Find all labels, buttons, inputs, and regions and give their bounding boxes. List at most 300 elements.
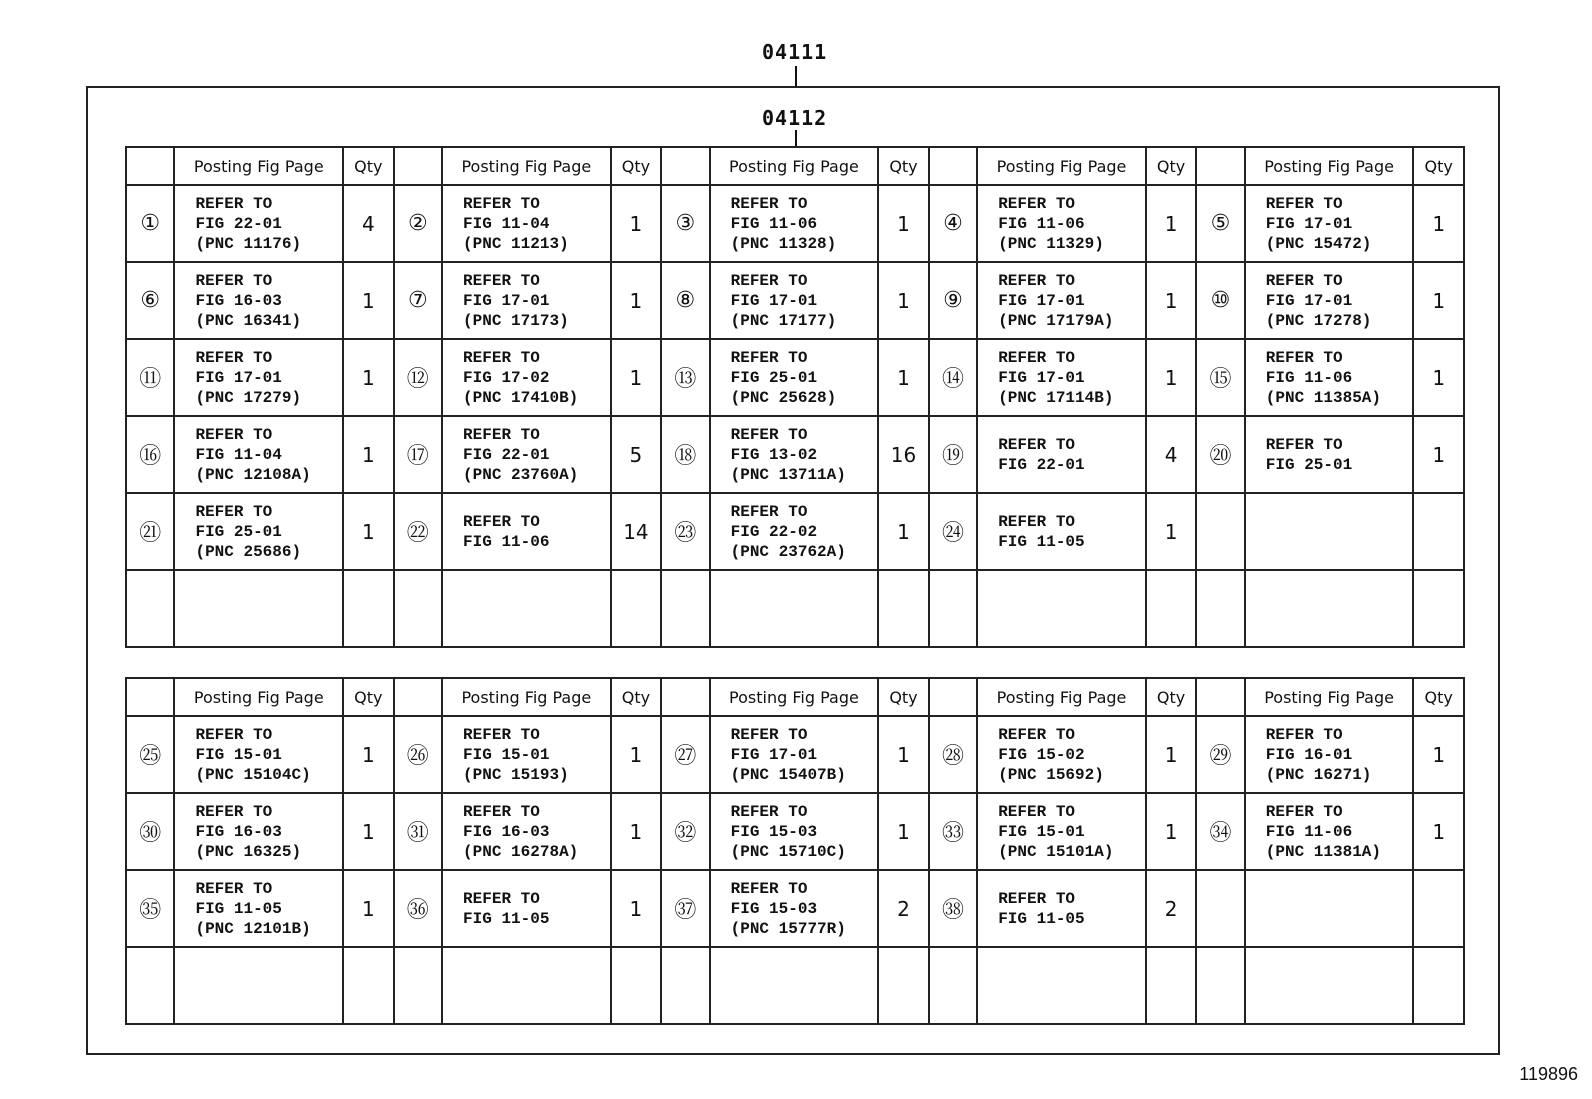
reference-line: REFER TO (463, 512, 540, 531)
header-number-cell (394, 147, 442, 185)
item-number-callout: ⑩ (1196, 262, 1244, 339)
table-row (126, 570, 1464, 647)
reference-line: REFER TO (998, 271, 1076, 290)
item-number-callout: ㉕ (126, 716, 174, 793)
reference-line: FIG 17-01 (463, 291, 550, 310)
reference-line: FIG 15-01 (998, 822, 1085, 841)
reference-line: REFER TO (195, 879, 273, 898)
quantity-cell: 1 (1413, 262, 1464, 339)
reference-line: FIG 11-05 (998, 909, 1085, 928)
posting-fig-reference (710, 416, 879, 493)
table-row (126, 339, 1464, 416)
posting-fig-reference (710, 870, 879, 947)
reference-line: FIG 17-01 (998, 291, 1085, 310)
posting-fig-reference (442, 716, 611, 793)
item-number-callout (1196, 493, 1244, 570)
posting-fig-reference (174, 570, 343, 647)
posting-fig-reference (977, 339, 1146, 416)
reference-line: REFER TO (195, 194, 273, 213)
header-number-cell (1196, 147, 1244, 185)
reference-line: (PNC 11329) (998, 234, 1104, 253)
item-number-callout: ㉟ (126, 870, 174, 947)
item-number-callout: ㉗ (661, 716, 709, 793)
quantity-cell: 1 (343, 870, 393, 947)
item-number-callout (394, 570, 442, 647)
reference-line: (PNC 15710C) (730, 842, 846, 861)
reference-line: REFER TO (463, 725, 540, 744)
posting-fig-reference (174, 793, 343, 870)
label-04111: 04111 (762, 40, 828, 64)
posting-fig-reference (710, 339, 879, 416)
item-number-callout: ㉓ (661, 493, 709, 570)
reference-line: FIG 16-03 (195, 291, 282, 310)
leader-line-04112 (795, 130, 797, 146)
reference-line: (PNC 15104C) (195, 765, 311, 784)
header-posting-fig-page: Posting Fig Page (174, 678, 343, 716)
posting-fig-reference (1245, 493, 1414, 570)
item-number-callout: ㉛ (394, 793, 442, 870)
reference-line: REFER TO (1265, 194, 1343, 213)
posting-fig-reference (710, 947, 879, 1024)
reference-line: REFER TO (998, 889, 1076, 908)
quantity-cell: 1 (1413, 716, 1464, 793)
item-number-callout: ② (394, 185, 442, 262)
item-number-callout: ⑥ (126, 262, 174, 339)
reference-line: REFER TO (463, 802, 540, 821)
item-number-callout: ① (126, 185, 174, 262)
item-number-callout (126, 570, 174, 647)
item-number-callout (1196, 870, 1244, 947)
posting-fig-reference (977, 493, 1146, 570)
reference-line: (PNC 17279) (195, 388, 302, 407)
header-number-cell (929, 147, 977, 185)
header-posting-fig-page: Posting Fig Page (1245, 678, 1414, 716)
item-number-callout: ⑪ (126, 339, 174, 416)
reference-line: FIG 22-01 (998, 455, 1085, 474)
reference-line: REFER TO (195, 425, 273, 444)
quantity-cell: 1 (1146, 493, 1196, 570)
reference-line: REFER TO (195, 802, 273, 821)
reference-line: REFER TO (195, 348, 273, 367)
header-qty: Qty (1146, 678, 1196, 716)
reference-line: REFER TO (463, 271, 540, 290)
quantity-cell: 1 (343, 493, 393, 570)
reference-line: (PNC 15777R) (730, 919, 846, 938)
reference-line: (PNC 23762A) (730, 542, 846, 561)
item-number-callout (661, 570, 709, 647)
reference-line: (PNC 11213) (463, 234, 569, 253)
reference-line: (PNC 17179A) (998, 311, 1114, 330)
header-number-cell (929, 678, 977, 716)
header-posting-fig-page: Posting Fig Page (710, 678, 879, 716)
quantity-cell: 1 (1413, 185, 1464, 262)
posting-fig-reference (1245, 339, 1414, 416)
quantity-cell (878, 570, 928, 647)
reference-line: (PNC 15101A) (998, 842, 1114, 861)
reference-line: FIG 17-02 (463, 368, 550, 387)
posting-fig-reference (977, 793, 1146, 870)
quantity-cell (1413, 870, 1464, 947)
table-row (126, 416, 1464, 493)
item-number-callout (394, 947, 442, 1024)
reference-line: (PNC 25686) (195, 542, 302, 561)
reference-line: FIG 11-06 (1265, 368, 1353, 387)
quantity-cell (1146, 570, 1196, 647)
posting-fig-reference (977, 947, 1146, 1024)
reference-line: FIG 22-01 (195, 214, 282, 233)
table-row (126, 493, 1464, 570)
posting-fig-reference (1245, 570, 1414, 647)
reference-line: (PNC 16271) (1265, 765, 1372, 784)
table-row (126, 262, 1464, 339)
quantity-cell: 1 (1146, 262, 1196, 339)
reference-line: REFER TO (998, 512, 1076, 531)
reference-line: REFER TO (730, 348, 808, 367)
header-posting-fig-page: Posting Fig Page (442, 147, 611, 185)
reference-line: (PNC 17410B) (463, 388, 579, 407)
quantity-cell: 5 (611, 416, 661, 493)
item-number-callout: ㉞ (1196, 793, 1244, 870)
posting-fig-reference (174, 493, 343, 570)
quantity-cell: 1 (878, 185, 928, 262)
reference-line: REFER TO (195, 725, 273, 744)
item-number-callout: ㉙ (1196, 716, 1244, 793)
quantity-cell: 1 (1413, 793, 1464, 870)
reference-line: REFER TO (463, 889, 540, 908)
reference-line: REFER TO (998, 194, 1076, 213)
quantity-cell: 1 (1146, 185, 1196, 262)
parts-table-lower (125, 677, 1465, 1025)
reference-line: FIG 11-05 (998, 532, 1085, 551)
header-number-cell (661, 147, 709, 185)
reference-line: FIG 13-02 (730, 445, 818, 464)
item-number-callout: ⑮ (1196, 339, 1244, 416)
header-qty: Qty (1146, 147, 1196, 185)
item-number-callout: ㉒ (394, 493, 442, 570)
table-row (126, 185, 1464, 262)
item-number-callout: ⑭ (929, 339, 977, 416)
quantity-cell (611, 947, 661, 1024)
reference-line: FIG 22-01 (463, 445, 550, 464)
header-qty: Qty (1413, 147, 1464, 185)
reference-line: FIG 11-06 (1265, 822, 1353, 841)
reference-line: (PNC 17177) (730, 311, 837, 330)
reference-line: FIG 17-01 (998, 368, 1085, 387)
item-number-callout: ⑬ (661, 339, 709, 416)
posting-fig-reference (1245, 793, 1414, 870)
reference-line: (PNC 25628) (730, 388, 837, 407)
quantity-cell: 1 (878, 262, 928, 339)
header-qty: Qty (343, 678, 393, 716)
posting-fig-reference (977, 416, 1146, 493)
quantity-cell (611, 570, 661, 647)
reference-line: REFER TO (463, 348, 540, 367)
reference-line: REFER TO (730, 271, 808, 290)
header-qty: Qty (343, 147, 393, 185)
item-number-callout: ㉑ (126, 493, 174, 570)
quantity-cell: 1 (343, 716, 393, 793)
posting-fig-reference (710, 716, 879, 793)
header-qty: Qty (878, 678, 928, 716)
reference-line: REFER TO (998, 802, 1076, 821)
quantity-cell (343, 947, 393, 1024)
reference-line: FIG 15-02 (998, 745, 1085, 764)
reference-line: (PNC 15692) (998, 765, 1104, 784)
reference-line: FIG 16-03 (195, 822, 282, 841)
reference-line: REFER TO (195, 271, 273, 290)
posting-fig-reference (442, 339, 611, 416)
reference-line: FIG 11-06 (463, 532, 550, 551)
header-number-cell (661, 678, 709, 716)
quantity-cell: 16 (878, 416, 928, 493)
item-number-callout: ㉖ (394, 716, 442, 793)
item-number-callout: ㊱ (394, 870, 442, 947)
reference-line: FIG 25-01 (1265, 455, 1353, 474)
posting-fig-reference (710, 493, 879, 570)
item-number-callout: ㉘ (929, 716, 977, 793)
header-posting-fig-page: Posting Fig Page (442, 678, 611, 716)
reference-line: FIG 11-06 (730, 214, 818, 233)
posting-fig-reference (442, 870, 611, 947)
parts-table-upper (125, 146, 1465, 648)
header-posting-fig-page: Posting Fig Page (710, 147, 879, 185)
posting-fig-reference (1245, 716, 1414, 793)
quantity-cell: 1 (1146, 339, 1196, 416)
item-number-callout: ④ (929, 185, 977, 262)
quantity-cell (1146, 947, 1196, 1024)
posting-fig-reference (1245, 262, 1414, 339)
quantity-cell: 1 (611, 793, 661, 870)
header-posting-fig-page: Posting Fig Page (1245, 147, 1414, 185)
item-number-callout: ⑤ (1196, 185, 1244, 262)
item-number-callout (929, 570, 977, 647)
item-number-callout: ㉜ (661, 793, 709, 870)
item-number-callout: ③ (661, 185, 709, 262)
quantity-cell: 1 (343, 793, 393, 870)
reference-line: FIG 15-03 (730, 822, 818, 841)
header-qty: Qty (611, 147, 661, 185)
quantity-cell: 1 (1146, 716, 1196, 793)
reference-line: (PNC 13711A) (730, 465, 846, 484)
posting-fig-reference (174, 416, 343, 493)
header-number-cell (126, 678, 174, 716)
header-number-cell (1196, 678, 1244, 716)
reference-line: (PNC 11176) (195, 234, 302, 253)
quantity-cell: 14 (611, 493, 661, 570)
quantity-cell: 1 (611, 262, 661, 339)
posting-fig-reference (710, 185, 879, 262)
reference-line: REFER TO (730, 725, 808, 744)
reference-line: FIG 11-06 (998, 214, 1085, 233)
reference-line: FIG 15-03 (730, 899, 818, 918)
reference-line: FIG 11-04 (195, 445, 282, 464)
quantity-cell (878, 947, 928, 1024)
quantity-cell: 2 (1146, 870, 1196, 947)
label-04112: 04112 (762, 106, 828, 130)
item-number-callout: ⑱ (661, 416, 709, 493)
posting-fig-reference (977, 716, 1146, 793)
reference-line: (PNC 23760A) (463, 465, 579, 484)
quantity-cell: 1 (343, 416, 393, 493)
posting-fig-reference (710, 262, 879, 339)
reference-line: REFER TO (1265, 348, 1343, 367)
reference-line: REFER TO (1265, 802, 1343, 821)
item-number-callout (661, 947, 709, 1024)
quantity-cell: 1 (343, 262, 393, 339)
header-number-cell (394, 678, 442, 716)
quantity-cell: 1 (878, 493, 928, 570)
item-number-callout: ㉔ (929, 493, 977, 570)
header-qty: Qty (878, 147, 928, 185)
posting-fig-reference (442, 793, 611, 870)
quantity-cell: 1 (611, 185, 661, 262)
quantity-cell: 4 (1146, 416, 1196, 493)
reference-line: REFER TO (463, 194, 540, 213)
quantity-cell: 1 (611, 716, 661, 793)
reference-line: (PNC 12108A) (195, 465, 311, 484)
item-number-callout: ⑨ (929, 262, 977, 339)
table-row (126, 716, 1464, 793)
posting-fig-reference (442, 185, 611, 262)
reference-line: FIG 16-01 (1265, 745, 1353, 764)
reference-line: (PNC 12101B) (195, 919, 311, 938)
reference-line: REFER TO (1265, 435, 1343, 454)
posting-fig-reference (442, 262, 611, 339)
quantity-cell (1413, 570, 1464, 647)
reference-line: FIG 11-05 (195, 899, 282, 918)
table-row (126, 870, 1464, 947)
item-number-callout: ⑦ (394, 262, 442, 339)
header-posting-fig-page: Posting Fig Page (174, 147, 343, 185)
quantity-cell: 1 (878, 339, 928, 416)
posting-fig-reference (1245, 185, 1414, 262)
table-header-row (126, 147, 1464, 185)
reference-line: (PNC 17114B) (998, 388, 1114, 407)
reference-line: (PNC 16341) (195, 311, 302, 330)
quantity-cell: 1 (878, 716, 928, 793)
reference-line: (PNC 11328) (730, 234, 837, 253)
reference-line: REFER TO (998, 725, 1076, 744)
posting-fig-reference (174, 339, 343, 416)
header-qty: Qty (1413, 678, 1464, 716)
item-number-callout (929, 947, 977, 1024)
reference-line: REFER TO (195, 502, 273, 521)
reference-line: FIG 11-04 (463, 214, 550, 233)
reference-line: REFER TO (730, 802, 808, 821)
item-number-callout: ㊳ (929, 870, 977, 947)
posting-fig-reference (174, 185, 343, 262)
reference-line: REFER TO (730, 502, 808, 521)
quantity-cell (1413, 947, 1464, 1024)
reference-line: (PNC 15472) (1265, 234, 1372, 253)
quantity-cell: 2 (878, 870, 928, 947)
posting-fig-reference (977, 870, 1146, 947)
reference-line: REFER TO (1265, 725, 1343, 744)
item-number-callout: ⑰ (394, 416, 442, 493)
reference-line: REFER TO (730, 879, 808, 898)
quantity-cell: 1 (1413, 416, 1464, 493)
quantity-cell: 4 (343, 185, 393, 262)
item-number-callout: ⑲ (929, 416, 977, 493)
posting-fig-reference (174, 262, 343, 339)
reference-line: (PNC 15407B) (730, 765, 846, 784)
quantity-cell: 1 (611, 870, 661, 947)
quantity-cell: 1 (878, 793, 928, 870)
item-number-callout: ㊲ (661, 870, 709, 947)
posting-fig-reference (442, 416, 611, 493)
reference-line: FIG 15-01 (195, 745, 282, 764)
table-header-row (126, 678, 1464, 716)
leader-line-04111 (795, 66, 797, 86)
reference-line: (PNC 17278) (1265, 311, 1372, 330)
quantity-cell (1413, 493, 1464, 570)
posting-fig-reference (1245, 416, 1414, 493)
reference-line: REFER TO (730, 194, 808, 213)
table-row (126, 947, 1464, 1024)
reference-line: REFER TO (730, 425, 808, 444)
quantity-cell (343, 570, 393, 647)
reference-line: (PNC 11385A) (1265, 388, 1381, 407)
reference-line: REFER TO (998, 435, 1076, 454)
reference-line: (PNC 16325) (195, 842, 302, 861)
reference-line: FIG 25-01 (730, 368, 818, 387)
posting-fig-reference (1245, 947, 1414, 1024)
item-number-callout: ⑯ (126, 416, 174, 493)
reference-line: REFER TO (463, 425, 540, 444)
reference-line: FIG 15-01 (463, 745, 550, 764)
reference-line: (PNC 17173) (463, 311, 569, 330)
item-number-callout: ⑳ (1196, 416, 1244, 493)
item-number-callout (1196, 570, 1244, 647)
quantity-cell: 1 (343, 339, 393, 416)
posting-fig-reference (174, 716, 343, 793)
item-number-callout (1196, 947, 1244, 1024)
quantity-cell: 1 (1146, 793, 1196, 870)
posting-fig-reference (977, 262, 1146, 339)
header-posting-fig-page: Posting Fig Page (977, 147, 1146, 185)
item-number-callout: ⑧ (661, 262, 709, 339)
header-number-cell (126, 147, 174, 185)
posting-fig-reference (710, 793, 879, 870)
reference-line: FIG 22-02 (730, 522, 818, 541)
reference-line: (PNC 15193) (463, 765, 569, 784)
item-number-callout: ㉝ (929, 793, 977, 870)
item-number-callout (126, 947, 174, 1024)
header-posting-fig-page: Posting Fig Page (977, 678, 1146, 716)
reference-line: FIG 17-01 (730, 291, 818, 310)
header-qty: Qty (611, 678, 661, 716)
posting-fig-reference (442, 947, 611, 1024)
posting-fig-reference (442, 570, 611, 647)
reference-line: FIG 17-01 (730, 745, 818, 764)
posting-fig-reference (1245, 870, 1414, 947)
reference-line: REFER TO (1265, 271, 1343, 290)
posting-fig-reference (977, 185, 1146, 262)
posting-fig-reference (174, 870, 343, 947)
reference-line: FIG 17-01 (195, 368, 282, 387)
reference-line: FIG 17-01 (1265, 291, 1353, 310)
reference-line: FIG 11-05 (463, 909, 550, 928)
item-number-callout: ⑫ (394, 339, 442, 416)
reference-line: REFER TO (998, 348, 1076, 367)
posting-fig-reference (174, 947, 343, 1024)
item-number-callout: ㉚ (126, 793, 174, 870)
table-row (126, 793, 1464, 870)
quantity-cell: 1 (1413, 339, 1464, 416)
reference-line: FIG 17-01 (1265, 214, 1353, 233)
reference-line: FIG 25-01 (195, 522, 282, 541)
reference-line: FIG 16-03 (463, 822, 550, 841)
